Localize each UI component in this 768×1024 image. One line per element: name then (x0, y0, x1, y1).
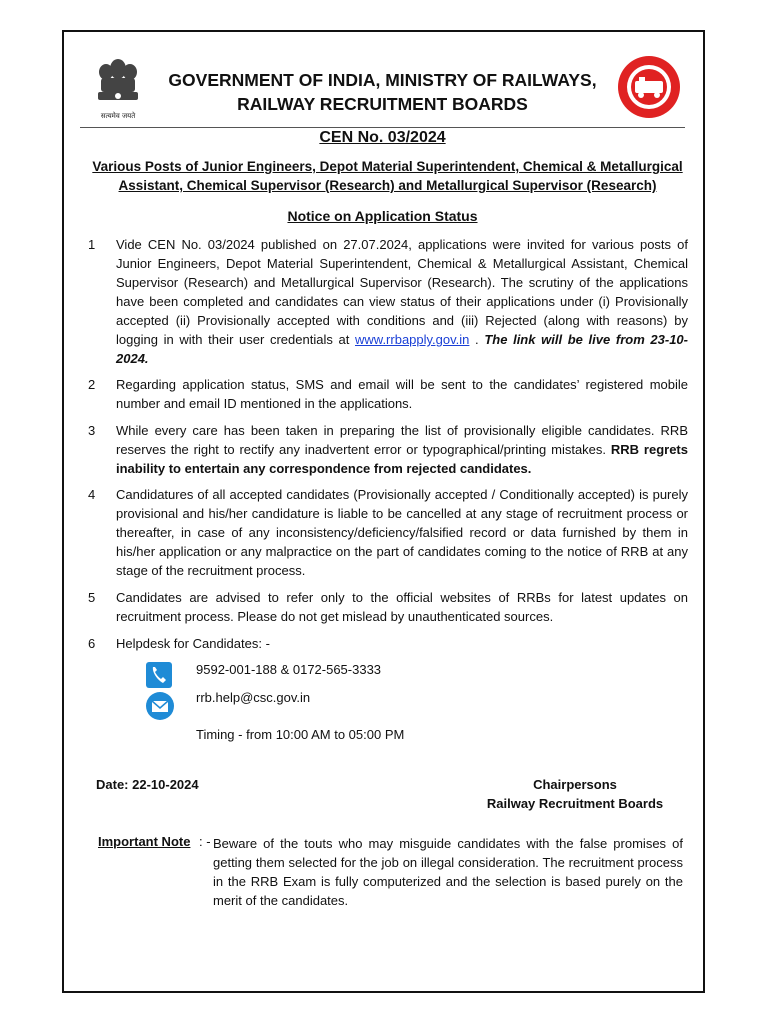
list-item (88, 421, 688, 478)
notice-subject: Various Posts of Junior Engineers, Depot Material Superintendent, Chemical & Metallurgical Assistant, Chemical Supervisor (Research) and Metallurgical Supervisor (Research) (92, 159, 683, 193)
item-number: 2 (88, 377, 96, 392)
item-number: 6 (88, 636, 96, 651)
important-note-text: Beware of the touts who may misguide candidates with the false promises of getting them selected for the job on illegal consideration. The recruitment process in the RRB Exam is fully computerized and the selection is based purely on the merit of the candidates. (213, 836, 683, 908)
item-text: Candidates are advised to refer only to the official websites of RRBs for latest updates on recruitment process. Please do not get mislead by unauthenticated sources. (116, 590, 688, 624)
header-line-1: GOVERNMENT OF INDIA, MINISTRY OF RAILWAYS, (168, 70, 597, 90)
list-item (88, 588, 688, 626)
item-number: 1 (88, 237, 96, 252)
phone-icon (146, 662, 172, 688)
list-item (88, 375, 688, 413)
email-icon (146, 692, 174, 720)
signatory-title: Chairpersons (533, 777, 617, 792)
list-item (88, 485, 688, 580)
item-number: 3 (88, 423, 96, 438)
helpdesk-phone: 9592-001-188 & 0172-565-3333 (196, 662, 382, 677)
notice-title: Notice on Application Status (287, 208, 478, 224)
rrbapply-link[interactable]: www.rrbapply.gov.in (355, 332, 470, 347)
item-number: 5 (88, 590, 96, 605)
item-text: Candidatures of all accepted candidates (Provisionally accepted / Conditionally accepted) is purely provisional and his/her candidature is liable to be cancelled at any stage of recruitment process or thereafter, in case of any inconsistency/deficiency/falsified record or data furnished by them in his/her application or any malpractice on the part of candidates coming to the notice of RRB at any stage of the recruitment process. (116, 487, 688, 578)
item-separator: . (469, 332, 485, 347)
link-live-date: The link will be live from 23-10-2024. (116, 332, 688, 366)
item-bold-text: RRB regrets inability to entertain any correspondence from rejected candidates. (116, 442, 688, 476)
important-note-label: Important Note (98, 834, 191, 849)
notice-date: Date: 22-10-2024 (96, 777, 199, 792)
important-note-separator: : - (199, 834, 211, 849)
item-text: Regarding application status, SMS and email will be sent to the candidates’ registered mobile number and email ID mentioned in the applications. (116, 377, 688, 411)
signatory-organization: Railway Recruitment Boards (486, 796, 664, 811)
emblem-motto: सत्यमेव जयते (100, 112, 136, 120)
item-text: Helpdesk for Candidates: - (116, 636, 270, 651)
helpdesk-timing: Timing - from 10:00 AM to 05:00 PM (196, 727, 405, 742)
cen-number: CEN No. 03/2024 (319, 129, 446, 146)
item-number: 4 (88, 487, 96, 502)
list-item (88, 634, 688, 653)
item-text: While every care has been taken in preparing the list of provisionally eligible candidates. RRB reserves the right to rectify any inadvertent error or typographical/printing mistakes. (116, 423, 688, 457)
header-line-2: RAILWAY RECRUITMENT BOARDS (237, 94, 528, 114)
state-emblem-icon (92, 58, 144, 122)
header-divider (80, 127, 685, 128)
indian-railways-logo-icon (617, 55, 681, 119)
list-item (88, 235, 688, 368)
helpdesk-email[interactable]: rrb.help@csc.gov.in (196, 690, 311, 705)
item-text: Vide CEN No. 03/2024 published on 27.07.2024, applications were invited for various posts of Junior Engineers, Depot Material Superintendent, Chemical & Metallurgical Assistant, Chemical Supervisor (Research) and Metallurgical Supervisor (Research). The scrutiny of the applications have been completed and candidates can view status of their applications under (i) Provisionally accepted (ii) Provisionally accepted with conditions and (iii) Rejected (along with reasons) by logging in with their user credentials at (116, 237, 688, 347)
